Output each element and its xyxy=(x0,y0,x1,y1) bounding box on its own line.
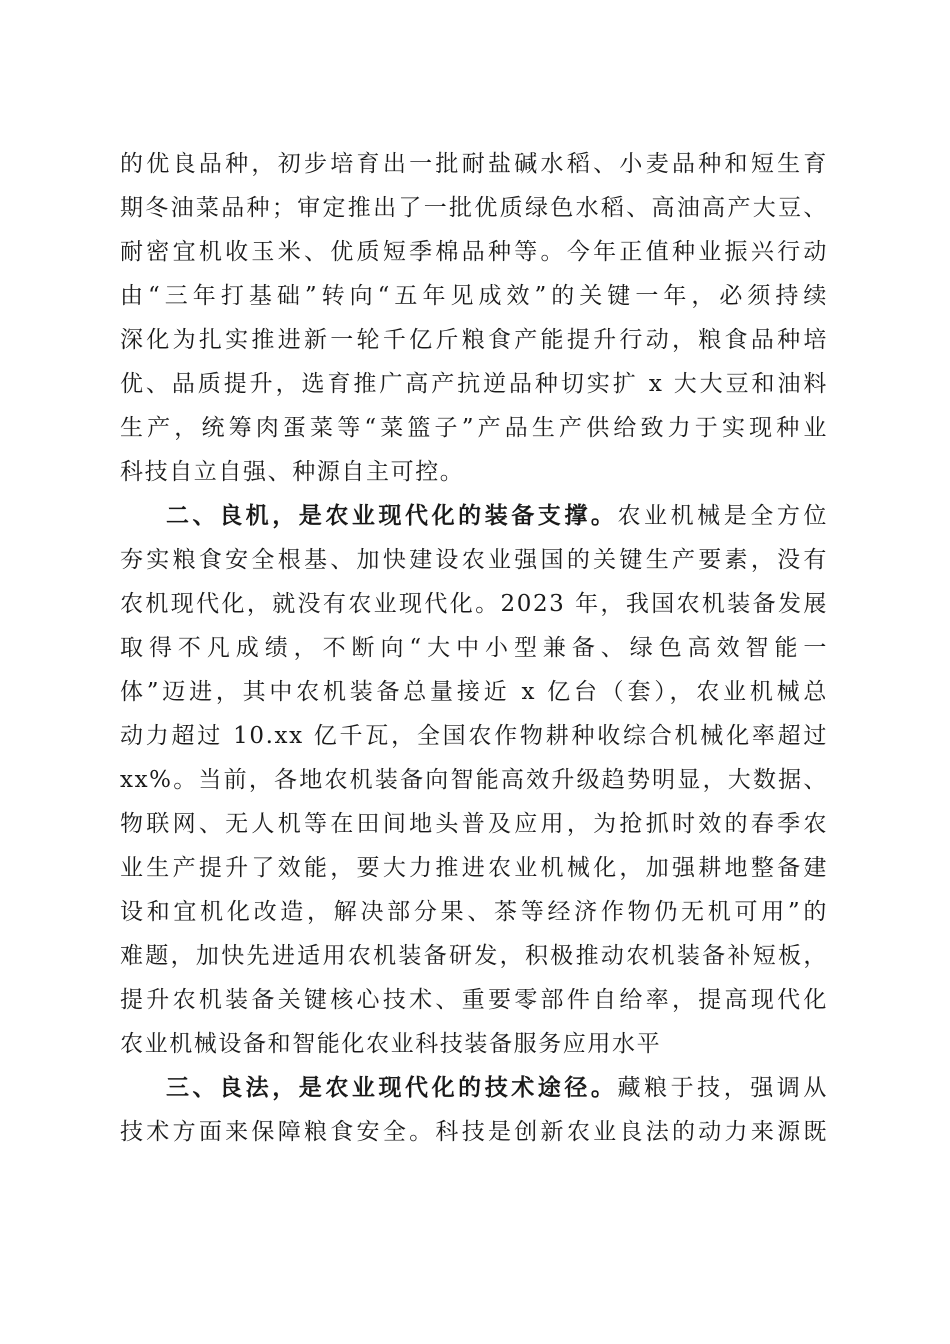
p1-line-1: 的优良品种，初步培育出一批耐盐碱水稻、小麦品种和短生育 xyxy=(120,151,828,177)
p1-line-7: 生产，统筹肉蛋菜等“菜篮子”产品生产供给致力于实现种业 xyxy=(120,415,828,441)
p2-line-8: 物联网、无人机等在田间地头普及应用，为抢抓时效的春季农 xyxy=(120,811,828,837)
p1-line-6: 优、品质提升，选育推广高产抗逆品种切实扩 x 大大豆和油料 xyxy=(120,371,828,397)
section-heading-3: 三、良法，是农业现代化的技术途径。 xyxy=(166,1075,618,1101)
p1-line-4: 由“三年打基础”转向“五年见成效”的关键一年，必须持续 xyxy=(120,283,828,309)
p2-line-1-rest: 农业机械是全方位 xyxy=(617,503,828,529)
p1-line-2: 期冬油菜品种；审定推出了一批优质绿色水稻、高油高产大豆、 xyxy=(120,195,828,221)
p2-line-10: 设和宜机化改造，解决部分果、茶等经济作物仍无机可用”的 xyxy=(120,899,828,925)
p3-line-1 xyxy=(120,1066,828,1110)
section-heading-2: 二、良机，是农业现代化的装备支撑。 xyxy=(166,503,618,529)
p2-line-9: 业生产提升了效能，要大力推进农业机械化，加强耕地整备建 xyxy=(120,855,828,881)
body-text xyxy=(120,142,828,1154)
p2-line-12: 提升农机装备关键核心技术、重要零部件自给率，提高现代化 xyxy=(120,987,828,1013)
p2-line-4: 取得不凡成绩，不断向“大中小型兼备、绿色高效智能一 xyxy=(120,635,828,661)
p2-line-11: 难题，加快先进适用农机装备研发，积极推动农机装备补短板， xyxy=(120,943,828,969)
p1-line-5: 深化为扎实推进新一轮千亿斤粮食产能提升行动，粮食品种培 xyxy=(120,327,828,353)
p3-line-1-rest: 藏粮于技，强调从 xyxy=(617,1075,828,1101)
p2-line-13: 农业机械设备和智能化农业科技装备服务应用水平 xyxy=(120,1031,662,1057)
p2-line-3: 农机现代化，就没有农业现代化。2023 年，我国农机装备发展 xyxy=(120,591,828,617)
p1-line-3: 耐密宜机收玉米、优质短季棉品种等。今年正值种业振兴行动 xyxy=(120,239,828,265)
p1-line-8: 科技自立自强、种源自主可控。 xyxy=(120,459,465,485)
p3-line-2: 技术方面来保障粮食安全。科技是创新农业良法的动力来源既 xyxy=(120,1119,828,1145)
p2-line-5: 体”迈进，其中农机装备总量接近 x 亿台（套），农业机械总 xyxy=(120,679,828,705)
p2-line-2: 夯实粮食安全根基、加快建设农业强国的关键生产要素，没有 xyxy=(120,547,828,573)
p2-line-7: xx%。当前，各地农机装备向智能高效升级趋势明显，大数据、 xyxy=(120,767,828,793)
p2-line-1 xyxy=(120,494,828,538)
p2-line-6: 动力超过 10.xx 亿千瓦，全国农作物耕种收综合机械化率超过 xyxy=(120,723,828,749)
